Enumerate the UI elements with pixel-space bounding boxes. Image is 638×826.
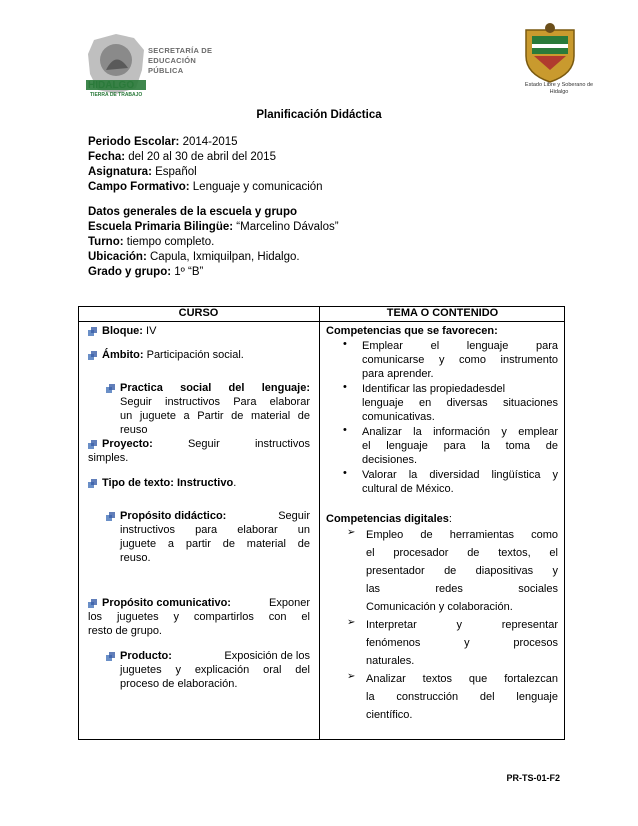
proyecto-line: Proyecto: Seguir instructivos xyxy=(102,438,310,450)
competencia-item: Emplear el lenguaje para comunicarse y como instrumento para aprender. xyxy=(362,340,558,380)
col-header-curso: CURSO xyxy=(178,307,219,319)
producto-block: Producto: Exposición de los juguetes y explicación oral del proceso de elaboración. xyxy=(120,650,310,690)
bullet-icon xyxy=(88,599,97,608)
periodo-line: Periodo Escolar: 2014-2015 xyxy=(88,136,238,148)
campo-line: Campo Formativo: Lenguaje y comunicación xyxy=(88,181,323,193)
hidalgo-shield-icon xyxy=(520,22,580,84)
bullet-icon xyxy=(88,479,97,488)
bullet-icon xyxy=(88,327,97,336)
ubicacion-line: Ubicación: Capula, Ixmiquilpan, Hidalgo. xyxy=(88,251,300,263)
document-code: PR-TS-01-F2 xyxy=(506,773,560,783)
digitales-heading: Competencias digitales: xyxy=(326,513,452,525)
grado-line: Grado y grupo: 1º “B” xyxy=(88,266,204,278)
escuela-line: Escuela Primaria Bilingüe: “Marcelino Dávalos” xyxy=(88,221,339,233)
practica-block: Practica social del lenguaje: Seguir instructivos Para elaborar un juguete a Partir de material de reuso xyxy=(120,382,310,436)
digital-item: Interpretar y representar fenómenos y procesos naturales. xyxy=(366,619,558,667)
digital-item: Empleo de herramientas como el procesador de textos, el presentador de diapositivas y las redes sociales Comunicación y colaboración. xyxy=(366,529,558,613)
datos-heading: Datos generales de la escuela y grupo xyxy=(88,206,297,218)
bullet-dot: • xyxy=(343,424,347,436)
competencia-item: Analizar la información y emplear el lenguaje para la toma de decisiones. xyxy=(362,426,558,466)
asignatura-line: Asignatura: Español xyxy=(88,166,197,178)
bullet-dot: • xyxy=(343,467,347,479)
hidalgo-tagline: TIERRA DE TRABAJO xyxy=(90,92,143,98)
bullet-icon xyxy=(106,652,115,661)
bullet-icon xyxy=(106,512,115,521)
bullet-dot: • xyxy=(343,338,347,350)
comunicativo-cont: los juguetes y compartirlos con el resto de grupo. xyxy=(88,611,310,637)
shield-caption: Estado Libre y Soberano de Hidalgo xyxy=(524,82,594,95)
proposito-didactico: Propósito didáctico: Seguir instructivos para elaborar un juguete a partir de material de reuso. xyxy=(120,510,310,564)
competencias-heading: Competencias que se favorecen: xyxy=(326,325,498,337)
competencia-item: Valorar la diversidad lingüística y cultural de México. xyxy=(362,469,558,495)
proyecto-cont: simples. xyxy=(88,452,129,464)
header-divider xyxy=(78,321,565,322)
document-title: Planificación Didáctica xyxy=(256,109,382,121)
bullet-icon xyxy=(88,440,97,449)
column-divider xyxy=(319,306,320,740)
arrow-bullet-icon: ➢ xyxy=(347,617,356,628)
bullet-icon xyxy=(106,384,115,393)
fecha-line: Fecha: del 20 al 30 de abril del 2015 xyxy=(88,151,276,163)
bullet-icon xyxy=(88,351,97,360)
hidalgo-wordmark: HIDALGO xyxy=(88,80,135,91)
ambito-text: Ámbito: Participación social. xyxy=(102,349,244,361)
turno-line: Turno: tiempo completo. xyxy=(88,236,215,248)
competencia-item: Identificar las propiedadesdel lenguaje en diversas situaciones comunicativas. xyxy=(362,383,558,423)
col-header-tema: TEMA O CONTENIDO xyxy=(386,307,499,319)
proposito-comunicativo: Propósito comunicativo: Exponer xyxy=(102,597,310,609)
bullet-dot: • xyxy=(343,381,347,393)
bloque-text: Bloque: IV xyxy=(102,325,157,337)
tipo-texto: Tipo de texto: Instructivo. xyxy=(102,477,237,489)
arrow-bullet-icon: ➢ xyxy=(347,527,356,538)
digital-item: Analizar textos que fortalezcan la construcción del lenguaje científico. xyxy=(366,673,558,721)
arrow-bullet-icon: ➢ xyxy=(347,671,356,682)
sep-name: SECRETARÍA DE EDUCACIÓN PÚBLICA xyxy=(148,46,213,75)
